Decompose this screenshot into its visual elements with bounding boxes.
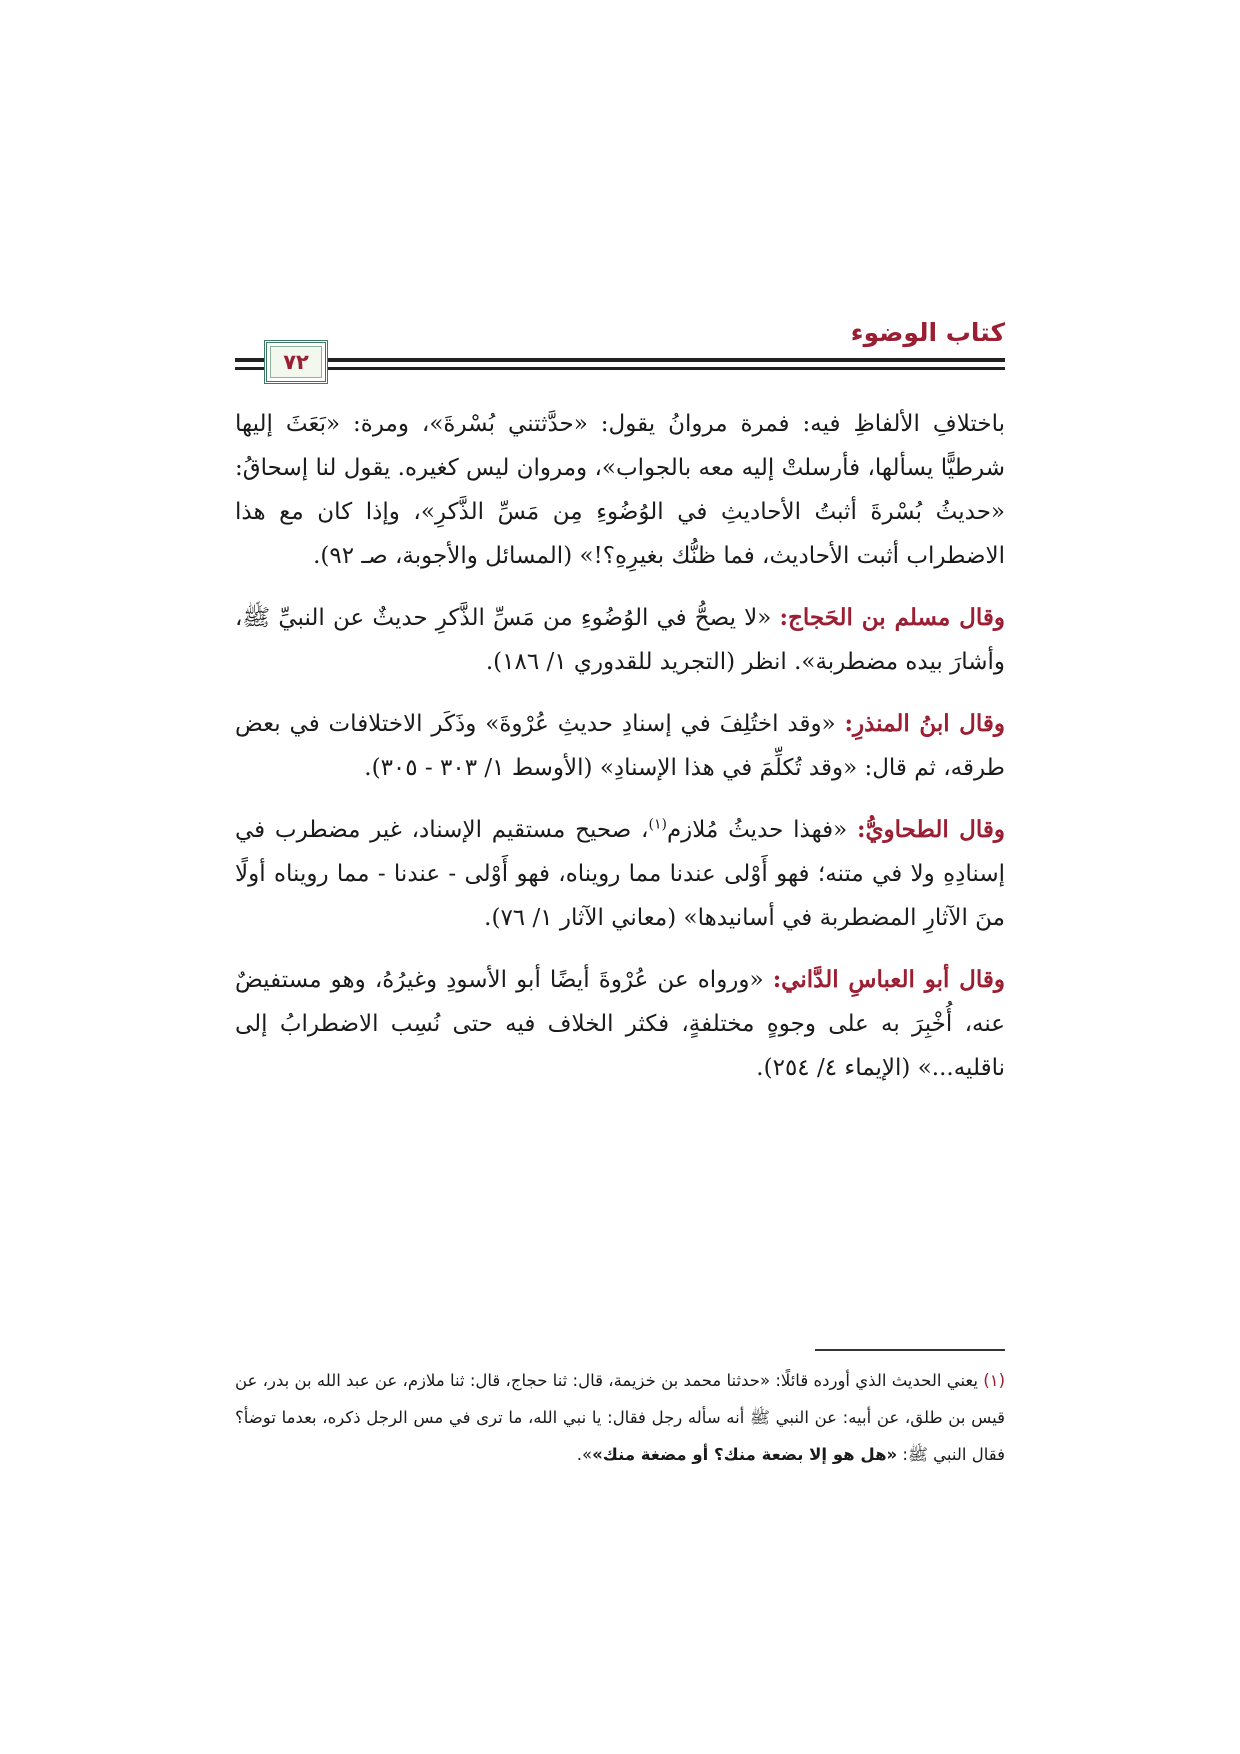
footnote-number: (١) — [983, 1371, 1005, 1390]
paragraph-muslim — [235, 596, 1005, 684]
paragraph-text: ، صحيح مستقيم الإسناد، غير مضطرب في إسنادِهِ ولا في متنه؛ فهو أَوْلى عندنا مما رويناه، فهو أَوْلى - عندنا - مما رويناه أولًا منَ الآثارِ المضطربة في أسانيدها» (معاني الآثار ١/ ٧٦). — [235, 817, 1005, 931]
book-title: كتاب الوضوء — [850, 318, 1005, 347]
paragraph-ibn-al-mundhir — [235, 702, 1005, 790]
paragraph-dani — [235, 958, 1005, 1090]
footnote-reference[interactable]: (١) — [648, 816, 667, 833]
page-number-badge — [264, 340, 328, 384]
paragraph-text: «وقد اختُلِفَ في إسنادِ حديثِ عُرْوةَ» وذَكَر الاختلافات في بعض طرقه، ثم قال: «وقد تُكلِّمَ في هذا الإسنادِ» (الأوسط ١/ ٣٠٣ - ٣٠٥). — [235, 711, 1005, 781]
speaker-name: وقال أبو العباسِ الدَّاني: — [772, 966, 1005, 993]
speaker-name: وقال ابنُ المنذرِ: — [844, 710, 1005, 737]
page-header — [235, 318, 1005, 378]
paragraph-continuation — [235, 402, 1005, 578]
paragraph-text: «لا يصحُّ في الوُضُوءِ من مَسِّ الذَّكرِ حديثٌ عن النبيِّ ﷺ، وأشارَ بيده مضطربة». انظر (التجريد للقدوري ١/ ١٨٦). — [235, 605, 1005, 675]
paragraph-text: «ورواه عن عُرْوةَ أيضًا أبو الأسودِ وغيرُهُ، وهو مستفيضٌ عنه، أُخْبِرَ به على وجوهٍ مختلفةٍ، فكثر الخلاف فيه حتى نُسِب الاضطرابُ إلى ناقليه...» (الإيماء ٤/ ٢٥٤). — [235, 967, 1005, 1081]
header-rule — [235, 354, 1005, 374]
paragraph-text: «فهذا حديثُ مُلازم — [666, 817, 857, 843]
header-rule-thin — [235, 367, 1005, 370]
header-rule-thick — [235, 358, 1005, 362]
paragraph-text: باختلافِ الألفاظِ فيه: فمرة مروانُ يقول: «حدَّثتني بُسْرةَ»، ومرة: «بَعَثَ إليها شرطيًّا يسألها، فأرسلتْ إليه معه بالجواب»، ومروان ليس كغيره. يقول لنا إسحاقُ: «حديثُ بُسْرةَ أثبتُ الأحاديثِ في الوُضُوءِ مِن مَسِّ الذَّكرِ»، وإذا كان مع هذا الاضطراب أثبت الأحاديث، فما ظنُّك بغيرِهِ؟!» (المسائل والأجوبة، صـ ٩٢). — [235, 411, 1005, 569]
footnote-text: يعني الحديث الذي أورده قائلًا: «حدثنا محمد بن خزيمة، قال: ثنا حجاج، قال: ثنا ملازم، عن عبد الله بن بدر، عن قيس بن طلق، عن أبيه: عن النبي ﷺ أنه سأله رجل فقال: يا نبي الله، ما ترى في مس الرجل ذكره، بعدما توضأ؟ فقال النبي ﷺ: — [235, 1371, 1005, 1464]
main-text — [235, 402, 1005, 1108]
footnote-end: ». — [576, 1445, 593, 1464]
speaker-name: وقال مسلم بن الحَجاج: — [779, 604, 1005, 631]
footnote-separator — [815, 1349, 1005, 1351]
footnote-quote: «هل هو إلا بضعة منك؟ أو مضغة منك» — [592, 1445, 898, 1464]
speaker-name: وقال الطحاويُّ: — [857, 816, 1005, 843]
page-number: ٧٢ — [270, 346, 322, 378]
footnote — [235, 1362, 1005, 1473]
paragraph-tahawi — [235, 808, 1005, 940]
